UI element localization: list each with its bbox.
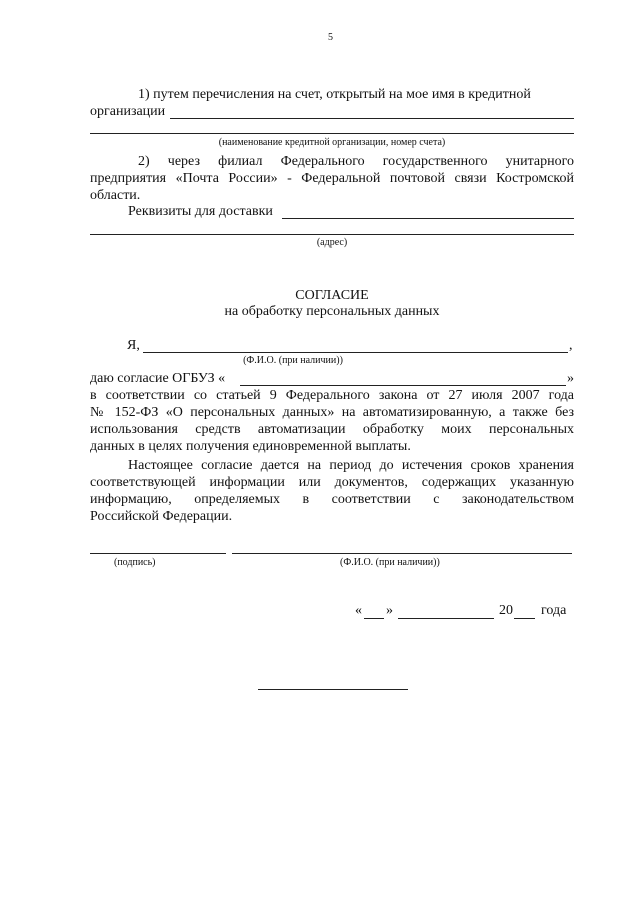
consent-title: СОГЛАСИЕ bbox=[295, 288, 369, 303]
month-field-line[interactable] bbox=[398, 618, 494, 619]
year-field-line[interactable] bbox=[514, 618, 535, 619]
page-number: 5 bbox=[328, 32, 333, 43]
fio-field-line[interactable] bbox=[143, 352, 568, 353]
para2-line4: Российской Федерации. bbox=[90, 509, 233, 524]
para1-line4: данных в целях получения единовременной выплаты. bbox=[90, 439, 411, 454]
consent-subtitle: на обработку персональных данных bbox=[224, 304, 440, 319]
address-field-line[interactable] bbox=[90, 234, 574, 235]
org-caption: (наименование кредитной организации, номер счета) bbox=[218, 137, 446, 148]
date-open-quote: « bbox=[355, 603, 362, 618]
date-close-quote: » bbox=[386, 603, 393, 618]
signature-caption: (подпись) bbox=[114, 557, 156, 568]
fio-caption: (Ф.И.О. (при наличии)) bbox=[243, 355, 343, 366]
para1-line1: в соответствии со статьей 9 Федерального закона от 27 июля 2007 года bbox=[90, 388, 574, 403]
year-prefix: 20 bbox=[499, 603, 513, 618]
para2-line2: соответствующей информации или документов, содержащих указанную bbox=[90, 475, 574, 490]
item2-line1: 2) через филиал Федерального государственного унитарного bbox=[138, 154, 574, 169]
item1-line1: 1) путем перечисления на счет, открытый на мое имя в кредитной bbox=[138, 87, 531, 102]
item1-org-label: организации bbox=[90, 104, 166, 119]
signature-fio-field-line[interactable] bbox=[232, 553, 572, 554]
org-name-field-line[interactable] bbox=[170, 118, 574, 119]
i-label: Я, bbox=[127, 338, 140, 353]
signature-fio-caption: (Ф.И.О. (при наличии)) bbox=[340, 557, 440, 568]
para1-line3: использования средств автоматизации обработку моих персональных bbox=[90, 422, 574, 437]
address-caption: (адрес) bbox=[316, 237, 348, 248]
fio-comma: , bbox=[569, 338, 573, 353]
para2-line1: Настоящее согласие дается на период до истечения сроков хранения bbox=[128, 458, 574, 473]
item2-line3: области. bbox=[90, 188, 141, 203]
signature-field-line[interactable] bbox=[90, 553, 226, 554]
delivery-label: Реквизиты для доставки bbox=[128, 204, 273, 219]
item2-line2: предприятия «Почта России» - Федеральной почтовой связи Костромской bbox=[90, 171, 574, 186]
organization-field-line[interactable] bbox=[240, 385, 566, 386]
para2-line3: информацию, определяемых в соответствии с законодательством bbox=[90, 492, 574, 507]
year-suffix: года bbox=[541, 603, 567, 618]
give-consent-suffix: » bbox=[567, 371, 574, 386]
account-field-line[interactable] bbox=[90, 133, 574, 134]
day-field-line[interactable] bbox=[364, 618, 384, 619]
delivery-field-line[interactable] bbox=[282, 218, 574, 219]
para1-line2: № 152-ФЗ «О персональных данных» на автоматизированную, а также без bbox=[90, 405, 574, 420]
bottom-divider bbox=[258, 689, 408, 690]
give-consent-prefix: даю согласие ОГБУЗ « bbox=[90, 371, 226, 386]
